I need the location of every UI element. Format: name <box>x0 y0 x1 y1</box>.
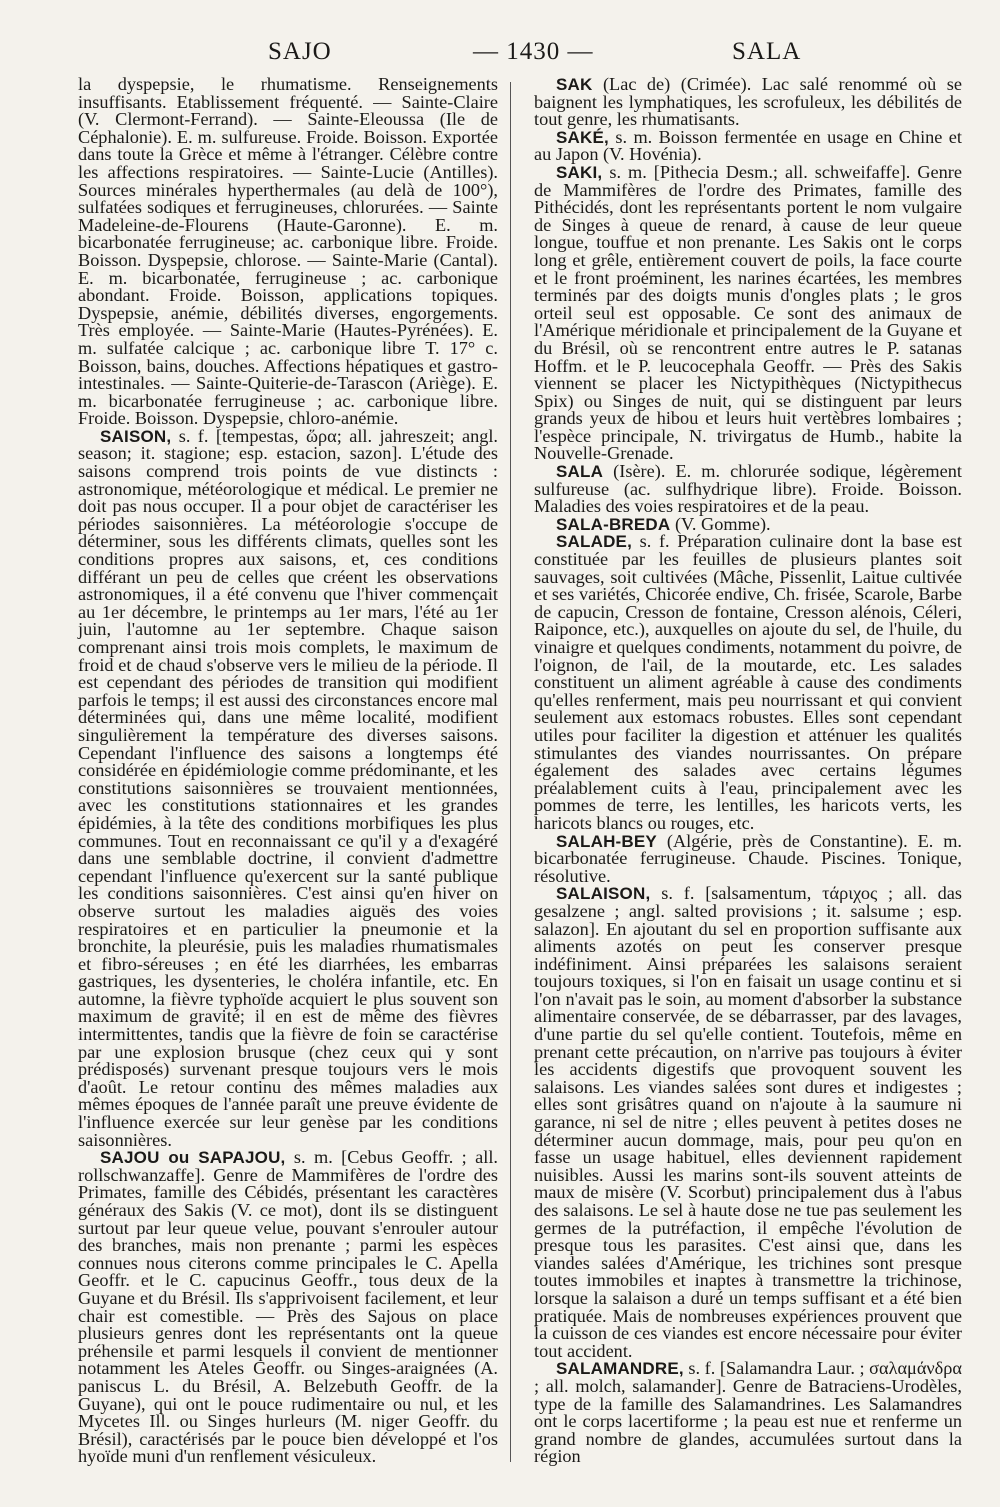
entry-headword: SALAH-BEY <box>556 831 657 851</box>
right-column <box>534 76 962 1466</box>
entry-salade <box>534 533 962 832</box>
entry-sajou <box>78 1149 498 1466</box>
entry-salaison <box>534 885 962 1360</box>
entry-salamandre <box>534 1360 962 1466</box>
entry-text: s. m. [Pithecia Desm.; all. schweifaffe]. Genre de Mammifères de l'ordre des Primates, famille des Pithécidés, dont les représentants portent le nom vulgaire de Singes à queue de renard, à cause de leur queue longue, touffue et non prenante. Les Sakis ont le corps long et grêle, entièrement couvert de poils, la face courte et le front proéminent, les narines écartées, les membres terminés par des doigts munis d'ongles plats ; le gros orteil seul est opposable. Ce sont des animaux de l'Amérique méridionale et principalement de la Guyane et du Brésil, où se rencontrent entre autres le P. satanas Hoffm. et le P. leucocephala Geoffr. — Près des Sakis viennent se placer les Nictypithèques (Nictypithecus Spix) ou Singes de nuit, qui se distinguent par leurs grands yeux de hibou et leurs huit vertèbres lombaires ; l'espèce principale, N. trivirgatus de Humb., habite la Nouvelle-Grenade. <box>534 161 962 464</box>
left-column <box>78 76 498 1466</box>
entry-text: (Algérie, près de Constantine). E. m. bicarbonatée ferrugineuse. Chaude. Piscines. Tonique, résolutive. <box>534 830 962 886</box>
entry-text: s. m. Boisson fermentée en usage en Chine et au Japon (V. Hovénia). <box>534 126 962 165</box>
entry-headword: SAJOU ou SAPAJOU, <box>100 1148 286 1168</box>
entry-headword: SALA-BREDA <box>556 514 671 534</box>
entry-headword: SAKI, <box>556 162 603 182</box>
entry-headword: SALA <box>556 462 604 482</box>
entry-text: la dyspepsie, le rhumatisme. Renseignements insuffisants. Etablissement fréquenté. — Sainte-Claire (V. Clermont-Ferrand). — Sainte-Eleoussa (Ile de Céphalonie). E. m. sulfureuse. Froide. Boisson. Exportée dans toute la Grèce et même à l'étranger. Célèbre contre les affections respiratoires. — Sainte-Lucie (Antilles). Sources minérales hyperthermales (au delà de 100°), sulfatées sodiques et ferrugineuses, chlorurées. — Sainte Madeleine-de-Flourens (Haute-Garonne). E. m. bicarbonatée ferrugineuse; ac. carbonique libre. Froide. Boisson. Dyspepsie, chlorose. — Sainte-Marie (Cantal). E. m. bicarbonatée, ferrugineuse ; ac. carbonique abondant. Froide. Boisson, applications topiques. Dyspepsie, anémie, débilités diverses, engorgements. Très employée. — Sainte-Marie (Hautes-Pyrénées). E. m. sulfatée calcique ; ac. carbonique libre T. 17° c. Boisson, bains, douches. Affections hépatiques et gastro-intestinales. — Sainte-Quiterie-de-Tarascon (Ariège). E. m. bicarbonatée ferrugineuse ; ac. carbonique libre. Froide. Boisson. Dyspepsie, chloro-anémie. <box>78 74 498 429</box>
entry-headword: SALAISON, <box>556 884 651 904</box>
entry-text: s. f. [tempestas, ὥρα; all. jahreszeit; angl. season; it. stagione; esp. estacion, sazon]. L'étude des saisons comprend trois points de vue distincts : astronomique, météorologique et médical. Le premier ne doit pas nous occuper. Il a pour objet de caractériser les périodes saisonnières. La météorologie s'occupe de déterminer, sous les différents climats, quelles sont les conditions propres aux saisons, et, ces conditions différant un peu de celles que créent les observations astronomiques, il a été convenu que l'hiver commençait au 1er décembre, le printemps au 1er mars, l'été au 1er juin, l'automne au 1er septembre. Chaque saison comprenant ainsi trois mois complets, le maximum de froid et de chaud s'observe vers le milieu de la période. Il est cependant des périodes de transition qui modifient parfois le temps; il est aussi des circonstances encore mal déterminées qui, dans une même localité, modifient singulièrement la température des diverses saisons. Cependant l'influence des saisons a longtemps été considérée en épidémiologie comme prédominante, et les constitutions saisonnières se trouvaient mentionnées, avec les constitutions stationnaires et les grandes épidémies, à la tête des conditions morbifiques les plus communes. Tout en reconnaissant ce qu'il y a d'exagéré dans une semblable doctrine, il convient d'admettre cependant l'influence qu'exercent sur la santé publique les conditions saisonnières. C'est ainsi qu'en hiver on observe surtout les maladies aiguës des voies respiratoires et en particulier la pneumonie et la bronchite, la pleurésie, puis les maladies rhumatismales et fibro-séreuses ; en été les diarrhées, les embarras gastriques, les dysenteries, le choléra infantile, etc. En automne, la fièvre typhoïde acquiert le plus souvent son maximum de gravité; il en est de même des fièvres intermittentes, tandis que la fièvre de foin se caractérise par une explosion brusque (chez ceux qui y sont prédisposés) survenant presque toujours vers le mois d'août. Le retour continu des mêmes maladies aux mêmes époques de l'année paraît une preuve évidente de l'influence exercée sur leur genèse par les conditions saisonnières. <box>78 425 499 1150</box>
entry-sala <box>534 463 962 516</box>
entry-text: (Lac de) (Crimée). Lac salé renommé où se baignent les lymphatiques, les scrofuleux, les débilités de tout genre, les rhumatisants. <box>534 74 962 130</box>
header-left-word: SAJO <box>268 38 332 65</box>
running-head <box>0 38 1000 74</box>
entry-saison <box>78 425 499 1150</box>
entry-text: s. f. [Salamandra Laur. ; σαλαμάνδρα ; all. molch, salamander]. Genre de Batraciens-Urodèles, type de la famille des Salamandrines. Les Salamandres ont le corps lacertiforme ; la peau est nue et renferme un grand nombre de glandes, accumulées surtout dans la région <box>534 1358 962 1467</box>
entry-text: s. f. [salsamentum, τάριχος ; all. das gesalzene ; angl. salted provisions ; it. salsume ; esp. salazon]. En ajoutant du sel en proportion suffisante aux aliments azotés on peut les conserver presque indéfiniment. Ainsi préparées les salaisons seraient toujours toxiques, si l'on en faisait un usage continu et si l'on n'avait pas le soin, au moment d'absorber la substance alimentaire conservée, de se débarrasser, par des lavages, d'une partie du sel qu'elle contient. Toutefois, même en prenant cette précaution, on n'arrive pas toujours à éviter les accidents digestifs que provoquent souvent les salaisons. Les viandes salées sont dures et indigestes ; elles sont grisâtres quand on n'ajoute à la saumure ni garance, ni sel de nitre ; elles peuvent à petites doses ne déterminer aucun dommage, mais, pour peu qu'on en fasse un usage habituel, elles deviennent rapidement nuisibles. Aussi les marins sont-ils souvent atteints de maux de misère (V. Scorbut) principalement dus à l'abus des salaisons. Le sel à haute dose ne tue pas seulement les germes de la putréfaction, il empêche l'évolution de presque tous les parasites. C'est ainsi que, dans les viandes salées d'Amérique, les trichines sont presque toutes immobiles et inaptes à transmettre la trichinose, lorsque la salaison a duré un temps suffisant et a été bien pratiquée. Mais de nombreuses expériences prouvent que la cuisson de ces viandes est encore nécessaire pour éviter tout accident. <box>534 883 962 1361</box>
entry-sake <box>534 126 962 165</box>
entry-continuation <box>78 76 498 428</box>
entry-text: (V. Gomme). <box>674 513 771 534</box>
page-number: — 1430 — <box>473 38 594 65</box>
entry-sak <box>534 76 962 129</box>
entry-saki <box>534 161 962 464</box>
entry-headword: SALADE, <box>556 532 633 552</box>
entry-text: (Isère). E. m. chlorurée sodique, légèrement sulfureuse (ac. sulfhydrique libre). Froide. Boisson. Maladies des voies respiratoires et de la peau. <box>534 461 962 517</box>
entry-text: s. f. Préparation culinaire dont la base est constituée par les feuilles de plusieurs plantes soit sauvages, soit cultivées (Mâche, Pissenlit, Laitue cultivée et ses variétés, Chicorée endive, Ch. frisée, Scarole, Barbe de capucin, Cresson de fontaine, Cresson alénois, Céleri, Raiponce, etc.), auxquelles on ajoute du sel, de l'huile, du vinaigre et quelques condiments, notamment du poivre, de l'oignon, de l'ail, de la moutarde, etc. Les salades constituent un aliment agréable à cause des condiments qu'elles renferment, mais peu nourrissant et qui convient seulement aux estomacs robustes. Elles sont cependant utiles pour faciliter la digestion et atténuer les qualités stimulantes des viandes nourrissantes. On prépare également des salades avec certains légumes préalablement cuits à l'eau, principalement avec les pommes de terre, les lentilles, les haricots verts, les haricots blancs ou rouges, etc. <box>534 531 962 833</box>
entry-headword: SAISON, <box>100 426 172 446</box>
entry-headword: SAK <box>556 75 593 94</box>
entry-salah-bey <box>534 830 962 886</box>
header-right-word: SALA <box>732 38 802 65</box>
entry-headword: SALAMANDRE, <box>556 1359 684 1379</box>
column-divider <box>510 82 511 1462</box>
entry-text: s. m. [Cebus Geoffr. ; all. rollschwanzaffe]. Genre de Mammifères de l'ordre des Primates, famille des Cébidés, présentant les caractères généraux des Sakis (V. ce mot), dont ils se distinguent surtout par leur queue velue, pouvant s'enrouler autour des branches, mais non prenante ; parmi les espèces connues nous citerons comme principales le C. Apella Geoffr. et le C. capucinus Geoffr., tous deux de la Guyane et du Brésil. Ils s'apprivoisent facilement, et leur chair est comestible. — Près des Sajous on place plusieurs genres dont les représentants ont la queue préhensile et parmi lesquels il convient de mentionner notamment les Ateles Geoffr. ou Singes-araignées (A. paniscus L. du Brésil, A. Belzebuth Geoffr. de la Guyane), qui ont le pouce rudimentaire ou nul, et les Mycetes Ill. ou Singes hurleurs (M. niger Geoffr. du Brésil), caractérisés par le pouce bien développé et l'os hyoïde muni d'un renflement vésiculeux. <box>78 1147 498 1467</box>
entry-headword: SAKÉ, <box>556 127 609 147</box>
